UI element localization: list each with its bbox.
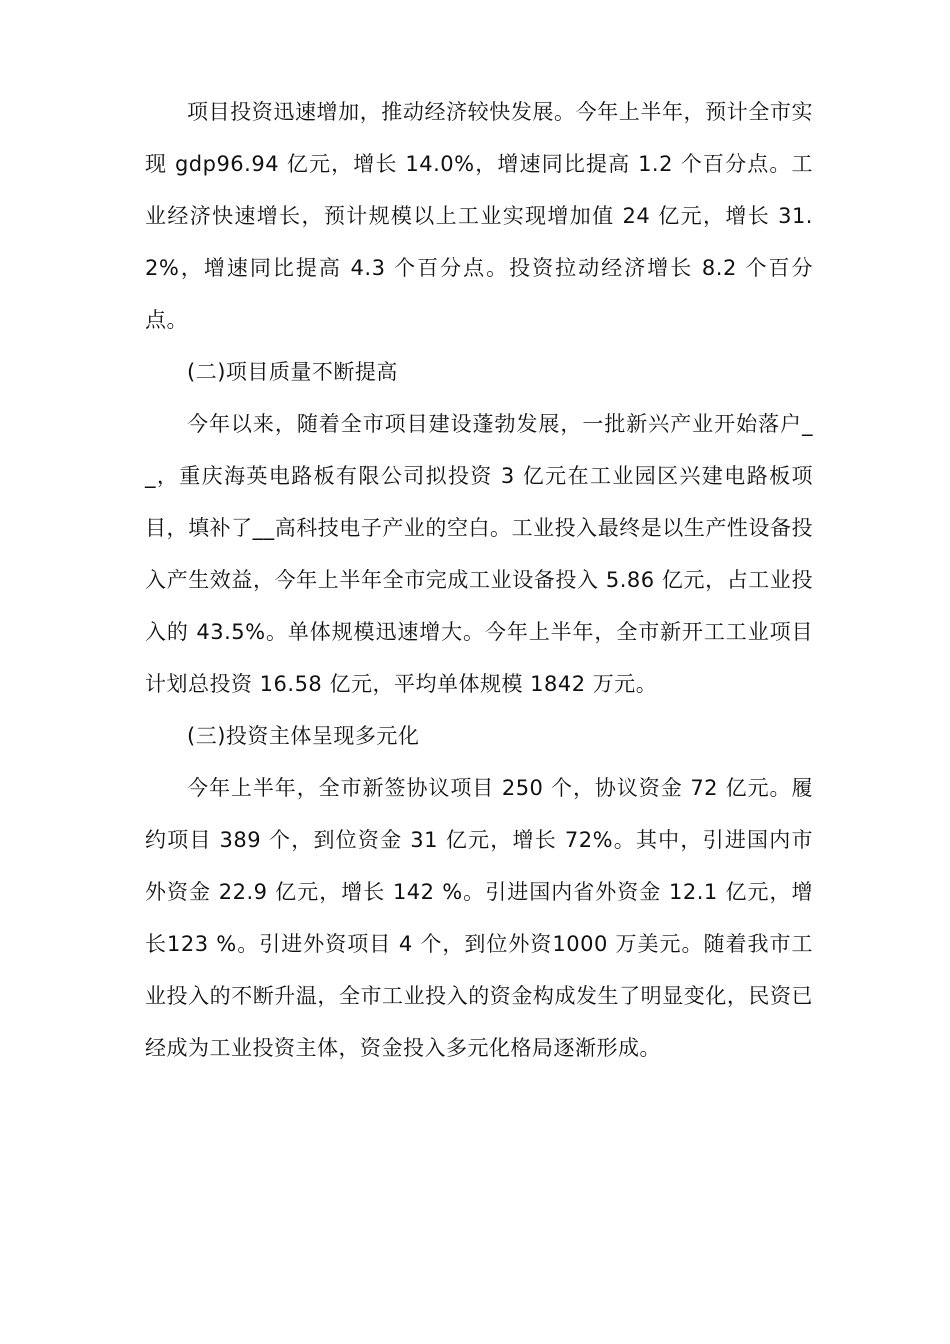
paragraph-investment-diversification: 今年上半年，全市新签协议项目 250 个，协议资金 72 亿元。履约项目 389 个，到位资金 31 亿元，增长 72%。其中，引进国内市外资金 22.9 亿元，增长 142 %。引进国内省外资金 12.1 亿元，增长123 %。引进外资项目 4 个，到位外资1000 万美元。随着我市工业投入的不断升温，全市工业投入的资金构成发生了明显变化，民资已经成为工业投资主体，资金投入多元化格局逐渐形成。 [145,776,813,1060]
document-body [145,86,813,1074]
paragraph-project-quality: 今年以来，随着全市项目建设蓬勃发展，一批新兴产业开始落户__，重庆海英电路板有限公司拟投资 3 亿元在工业园区兴建电路板项目，填补了__高科技电子产业的空白。工业投入最终是以生产性设备投入产生效益，今年上半年全市完成工业设备投入 5.86 亿元，占工业投入的 43.5%。单体规模迅速增大。今年上半年，全市新开工工业项目计划总投资 16.58 亿元，平均单体规模 1842 万元。 [145,412,813,696]
paragraph-investment-growth: 项目投资迅速增加，推动经济较快发展。今年上半年，预计全市实现 gdp96.94 亿元，增长 14.0%，增速同比提高 1.2 个百分点。工业经济快速增长，预计规模以上工业实现增加值 24 亿元，增长 31.2%，增速同比提高 4.3 个百分点。投资拉动经济增长 8.2 个百分点。 [145,100,813,332]
section-heading-investment-diversification: (三)投资主体呈现多元化 [187,724,420,748]
section-heading-project-quality: (二)项目质量不断提高 [187,360,398,384]
